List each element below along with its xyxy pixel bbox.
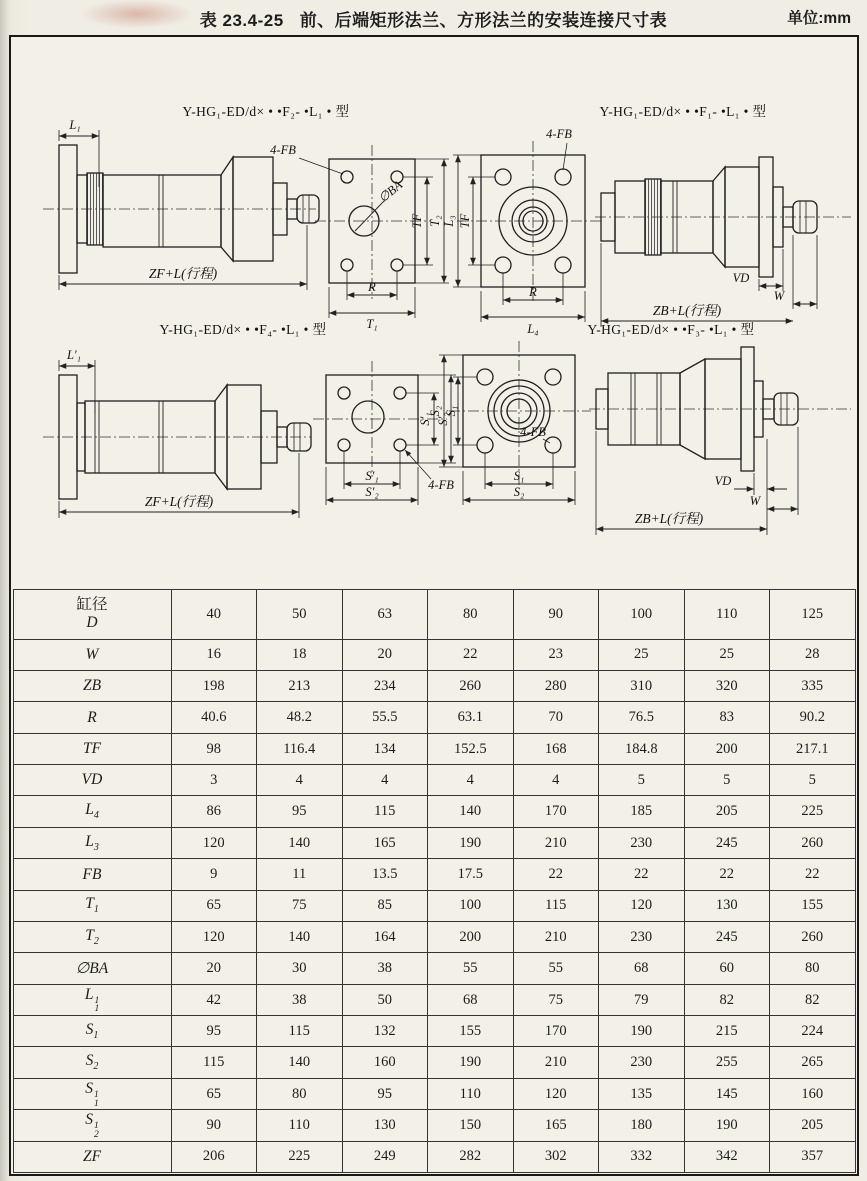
table-cell: 90 bbox=[171, 1110, 257, 1141]
table-cell: 70 bbox=[513, 702, 599, 733]
table-cell: 245 bbox=[684, 827, 770, 858]
table-cell: 9 bbox=[171, 859, 257, 890]
table-cell: 140 bbox=[257, 921, 343, 952]
row-label: $L_3$ bbox=[13, 827, 171, 858]
dim-l1p-f4: L′₁ bbox=[66, 348, 82, 362]
dim-s2v-f3: S₂ bbox=[428, 405, 442, 417]
table-cell: 190 bbox=[684, 1110, 770, 1141]
table-cell: 210 bbox=[513, 1047, 599, 1078]
table-cell: 206 bbox=[171, 1141, 257, 1172]
row-label: $S_1$ bbox=[13, 1016, 171, 1047]
row-label: R bbox=[13, 702, 171, 733]
dim-fb-f1: 4-FB bbox=[546, 127, 572, 141]
table-cell: 140 bbox=[428, 796, 514, 827]
table-row bbox=[13, 733, 855, 764]
table-cell: 95 bbox=[171, 1016, 257, 1047]
row-label: 缸径 D bbox=[13, 590, 171, 640]
dim-zb-f1: ZB+L(行程) bbox=[652, 303, 722, 318]
table-cell: 342 bbox=[684, 1141, 770, 1172]
dim-tf-f2: TF bbox=[410, 213, 424, 229]
table-cell: 125 bbox=[770, 590, 856, 640]
table-cell: 65 bbox=[171, 1078, 257, 1109]
table-cell: 22 bbox=[599, 859, 685, 890]
table-cell: 132 bbox=[342, 1016, 428, 1047]
table-cell: 42 bbox=[171, 984, 257, 1015]
table-row bbox=[13, 1141, 855, 1172]
dim-t2-f2: T₂ bbox=[428, 215, 442, 227]
table-row bbox=[13, 984, 855, 1015]
table-cell: 50 bbox=[257, 590, 343, 640]
table-cell: 120 bbox=[513, 1078, 599, 1109]
table-cell: 260 bbox=[770, 921, 856, 952]
row-label: $L_4$ bbox=[13, 796, 171, 827]
table-row bbox=[13, 670, 855, 701]
table-cell: 5 bbox=[599, 765, 685, 796]
table-cell: 165 bbox=[342, 827, 428, 858]
row-label: S 1 2 bbox=[13, 1110, 171, 1141]
table-cell: 120 bbox=[599, 890, 685, 921]
dim-zb-f3: ZB+L(行程) bbox=[634, 511, 704, 526]
table-cell: 3 bbox=[171, 765, 257, 796]
table-cell: 11 bbox=[257, 859, 343, 890]
dim-s1h-f4: S′₁ bbox=[365, 469, 379, 483]
dim-s2h-f4: S′₂ bbox=[365, 485, 379, 499]
dim-r-f1: R bbox=[529, 285, 537, 299]
table-cell: 225 bbox=[770, 796, 856, 827]
table-row bbox=[13, 796, 855, 827]
row-label: ∅BA bbox=[13, 953, 171, 984]
table-cell: 86 bbox=[171, 796, 257, 827]
table-cell: 335 bbox=[770, 670, 856, 701]
table-cell: 4 bbox=[342, 765, 428, 796]
table-cell: 38 bbox=[342, 953, 428, 984]
table-row bbox=[13, 1078, 855, 1109]
table-cell: 25 bbox=[684, 639, 770, 670]
table-cell: 110 bbox=[428, 1078, 514, 1109]
diagram-f1 bbox=[442, 103, 851, 336]
table-row bbox=[13, 1016, 855, 1047]
page-title: 前、后端矩形法兰、方形法兰的安装连接尺寸表 bbox=[299, 10, 668, 30]
dim-s1v-f3: S₁ bbox=[444, 405, 458, 417]
table-cell: 116.4 bbox=[257, 733, 343, 764]
table-cell: 75 bbox=[257, 890, 343, 921]
table-cell: 30 bbox=[257, 953, 343, 984]
dim-s2h-f3: S₂ bbox=[513, 485, 525, 499]
diagram-title-f4: Y-HG₁-ED/d× • •F₄- •L₁ • 型 bbox=[159, 322, 327, 337]
table-cell: 198 bbox=[171, 670, 257, 701]
table-cell: 95 bbox=[257, 796, 343, 827]
row-label: TF bbox=[13, 733, 171, 764]
table-row bbox=[13, 827, 855, 858]
table-cell: 115 bbox=[171, 1047, 257, 1078]
table-cell: 22 bbox=[428, 639, 514, 670]
table-cell: 55.5 bbox=[342, 702, 428, 733]
table-cell: 90.2 bbox=[770, 702, 856, 733]
table-cell: 22 bbox=[770, 859, 856, 890]
row-label: $T_2$ bbox=[13, 921, 171, 952]
table-number: 表 23.4-25 bbox=[199, 10, 284, 30]
table-cell: 135 bbox=[599, 1078, 685, 1109]
table-header-row bbox=[13, 590, 855, 640]
rect-flange-face-f2 bbox=[270, 143, 449, 331]
table-row bbox=[13, 639, 855, 670]
table-cell: 80 bbox=[770, 953, 856, 984]
table-cell: 230 bbox=[599, 1047, 685, 1078]
table-cell: 249 bbox=[342, 1141, 428, 1172]
table-cell: 165 bbox=[513, 1110, 599, 1141]
diagram-title-f2: Y-HG₁-ED/d× • •F₂- •L₁ • 型 bbox=[182, 104, 350, 119]
table-cell: 60 bbox=[684, 953, 770, 984]
table-cell: 168 bbox=[513, 733, 599, 764]
row-label: ZB bbox=[13, 670, 171, 701]
table-cell: 210 bbox=[513, 827, 599, 858]
table-cell: 80 bbox=[428, 590, 514, 640]
table-cell: 80 bbox=[257, 1078, 343, 1109]
row-label: ZF bbox=[13, 1141, 171, 1172]
table-cell: 200 bbox=[684, 733, 770, 764]
table-cell: 260 bbox=[428, 670, 514, 701]
table-cell: 115 bbox=[513, 890, 599, 921]
row-label: W bbox=[13, 639, 171, 670]
dim-l3-f1: L₃ bbox=[442, 215, 456, 227]
table-cell: 160 bbox=[342, 1047, 428, 1078]
table-row bbox=[13, 765, 855, 796]
table-cell: 18 bbox=[257, 639, 343, 670]
table-cell: 265 bbox=[770, 1047, 856, 1078]
table-cell: 22 bbox=[684, 859, 770, 890]
table-cell: 17.5 bbox=[428, 859, 514, 890]
table-row bbox=[13, 1110, 855, 1141]
dim-s1h-f3: S₁ bbox=[513, 469, 525, 483]
table-cell: 98 bbox=[171, 733, 257, 764]
table-cell: 170 bbox=[513, 796, 599, 827]
dim-l1-f2: L₁ bbox=[69, 118, 81, 132]
dim-t1-f2: T₁ bbox=[366, 317, 378, 331]
table-cell: 120 bbox=[171, 827, 257, 858]
table-cell: 130 bbox=[684, 890, 770, 921]
table-cell: 150 bbox=[428, 1110, 514, 1141]
table-cell: 65 bbox=[171, 890, 257, 921]
diagram-f4 bbox=[43, 321, 456, 518]
table-cell: 190 bbox=[428, 827, 514, 858]
cylinder-side-view-f4 bbox=[43, 348, 311, 518]
table-cell: 320 bbox=[684, 670, 770, 701]
table-cell: 100 bbox=[428, 890, 514, 921]
row-label: FB bbox=[13, 859, 171, 890]
table-cell: 205 bbox=[684, 796, 770, 827]
dim-l4-f1: L₄ bbox=[527, 322, 539, 336]
cylinder-side-view-f1 bbox=[595, 157, 851, 327]
table-cell: 50 bbox=[342, 984, 428, 1015]
table-cell: 13.5 bbox=[342, 859, 428, 890]
content-box bbox=[9, 35, 859, 1176]
table-cell: 100 bbox=[599, 590, 685, 640]
table-cell: 120 bbox=[171, 921, 257, 952]
table-cell: 332 bbox=[599, 1141, 685, 1172]
table-cell: 38 bbox=[257, 984, 343, 1015]
dim-zf-f4: ZF+L(行程) bbox=[144, 494, 214, 509]
unit-label: 单位:mm bbox=[787, 10, 851, 27]
table-cell: 79 bbox=[599, 984, 685, 1015]
table-cell: 28 bbox=[770, 639, 856, 670]
table-cell: 25 bbox=[599, 639, 685, 670]
table-cell: 260 bbox=[770, 827, 856, 858]
table-cell: 75 bbox=[513, 984, 599, 1015]
table-cell: 152.5 bbox=[428, 733, 514, 764]
dim-s1v-f4: S′₁ bbox=[418, 412, 432, 426]
diagram-f2 bbox=[43, 103, 449, 331]
table-cell: 48.2 bbox=[257, 702, 343, 733]
table-cell: 245 bbox=[684, 921, 770, 952]
dim-vd-f1: VD bbox=[732, 271, 750, 285]
table-cell: 217.1 bbox=[770, 733, 856, 764]
table-cell: 164 bbox=[342, 921, 428, 952]
table-cell: 16 bbox=[171, 639, 257, 670]
table-cell: 155 bbox=[770, 890, 856, 921]
table-cell: 20 bbox=[342, 639, 428, 670]
cylinder-side-view-f3 bbox=[589, 347, 851, 535]
table-cell: 83 bbox=[684, 702, 770, 733]
table-cell: 200 bbox=[428, 921, 514, 952]
table-cell: 90 bbox=[513, 590, 599, 640]
dimension-table bbox=[13, 589, 856, 1173]
dim-fb-f2: 4-FB bbox=[270, 143, 296, 157]
dim-w-f1: W bbox=[773, 289, 785, 303]
table-row bbox=[13, 859, 855, 890]
table-cell: 68 bbox=[599, 953, 685, 984]
table-cell: 76.5 bbox=[599, 702, 685, 733]
square-flange-face-f4 bbox=[313, 361, 456, 505]
table-cell: 280 bbox=[513, 670, 599, 701]
table-cell: 63.1 bbox=[428, 702, 514, 733]
table-cell: 22 bbox=[513, 859, 599, 890]
table-cell: 225 bbox=[257, 1141, 343, 1172]
table-cell: 230 bbox=[599, 921, 685, 952]
table-cell: 134 bbox=[342, 733, 428, 764]
table-cell: 145 bbox=[684, 1078, 770, 1109]
row-label: $S_2$ bbox=[13, 1047, 171, 1078]
table-cell: 40.6 bbox=[171, 702, 257, 733]
dim-ba-f2: ∅BA bbox=[375, 177, 405, 206]
table-cell: 110 bbox=[684, 590, 770, 640]
table-row bbox=[13, 953, 855, 984]
page-header bbox=[0, 3, 867, 33]
table-cell: 110 bbox=[257, 1110, 343, 1141]
dim-w-f3: W bbox=[749, 494, 761, 508]
table-cell: 255 bbox=[684, 1047, 770, 1078]
table-cell: 302 bbox=[513, 1141, 599, 1172]
row-label: $T_1$ bbox=[13, 890, 171, 921]
table-row bbox=[13, 921, 855, 952]
table-cell: 140 bbox=[257, 1047, 343, 1078]
dim-tf-f1: TF bbox=[458, 213, 472, 229]
technical-drawings bbox=[11, 37, 856, 589]
table-cell: 20 bbox=[171, 953, 257, 984]
dim-zf-f2: ZF+L(行程) bbox=[148, 266, 218, 281]
dim-s2v-f4: S′₂ bbox=[436, 412, 450, 426]
table-cell: 170 bbox=[513, 1016, 599, 1047]
table-cell: 282 bbox=[428, 1141, 514, 1172]
table-cell: 130 bbox=[342, 1110, 428, 1141]
table-cell: 205 bbox=[770, 1110, 856, 1141]
table-cell: 213 bbox=[257, 670, 343, 701]
table-cell: 190 bbox=[428, 1047, 514, 1078]
table-cell: 5 bbox=[684, 765, 770, 796]
dim-r-f2: R bbox=[368, 280, 376, 294]
diagram-f3 bbox=[428, 321, 851, 535]
table-cell: 215 bbox=[684, 1016, 770, 1047]
table-cell: 40 bbox=[171, 590, 257, 640]
table-cell: 4 bbox=[257, 765, 343, 796]
table-cell: 5 bbox=[770, 765, 856, 796]
table-row bbox=[13, 702, 855, 733]
table-cell: 63 bbox=[342, 590, 428, 640]
table-cell: 82 bbox=[770, 984, 856, 1015]
dim-fb-f3: 4-FB bbox=[520, 425, 546, 439]
table-cell: 185 bbox=[599, 796, 685, 827]
table-cell: 230 bbox=[599, 827, 685, 858]
table-cell: 55 bbox=[513, 953, 599, 984]
table-cell: 160 bbox=[770, 1078, 856, 1109]
row-label: VD bbox=[13, 765, 171, 796]
table-cell: 115 bbox=[257, 1016, 343, 1047]
row-label: S 1 1 bbox=[13, 1078, 171, 1109]
table-cell: 23 bbox=[513, 639, 599, 670]
table-cell: 85 bbox=[342, 890, 428, 921]
table-cell: 155 bbox=[428, 1016, 514, 1047]
front-flange-face-f1 bbox=[442, 127, 603, 336]
table-cell: 55 bbox=[428, 953, 514, 984]
table-cell: 234 bbox=[342, 670, 428, 701]
row-label: L 1 1 bbox=[13, 984, 171, 1015]
table-cell: 115 bbox=[342, 796, 428, 827]
table-cell: 357 bbox=[770, 1141, 856, 1172]
table-cell: 224 bbox=[770, 1016, 856, 1047]
dim-vd-f3: VD bbox=[714, 474, 732, 488]
table-cell: 68 bbox=[428, 984, 514, 1015]
table-cell: 95 bbox=[342, 1078, 428, 1109]
table-cell: 180 bbox=[599, 1110, 685, 1141]
table-cell: 82 bbox=[684, 984, 770, 1015]
table-cell: 210 bbox=[513, 921, 599, 952]
table-cell: 140 bbox=[257, 827, 343, 858]
table-row bbox=[13, 890, 855, 921]
table-row bbox=[13, 1047, 855, 1078]
table-cell: 310 bbox=[599, 670, 685, 701]
table-cell: 4 bbox=[428, 765, 514, 796]
table-cell: 190 bbox=[599, 1016, 685, 1047]
diagram-title-f1: Y-HG₁-ED/d× • •F₁- •L₁ • 型 bbox=[599, 104, 767, 119]
table-cell: 4 bbox=[513, 765, 599, 796]
diagram-title-f3: Y-HG₁-ED/d× • •F₃- •L₁ • 型 bbox=[587, 322, 755, 337]
dim-fb-f4: 4-FB bbox=[428, 478, 454, 492]
table-cell: 184.8 bbox=[599, 733, 685, 764]
